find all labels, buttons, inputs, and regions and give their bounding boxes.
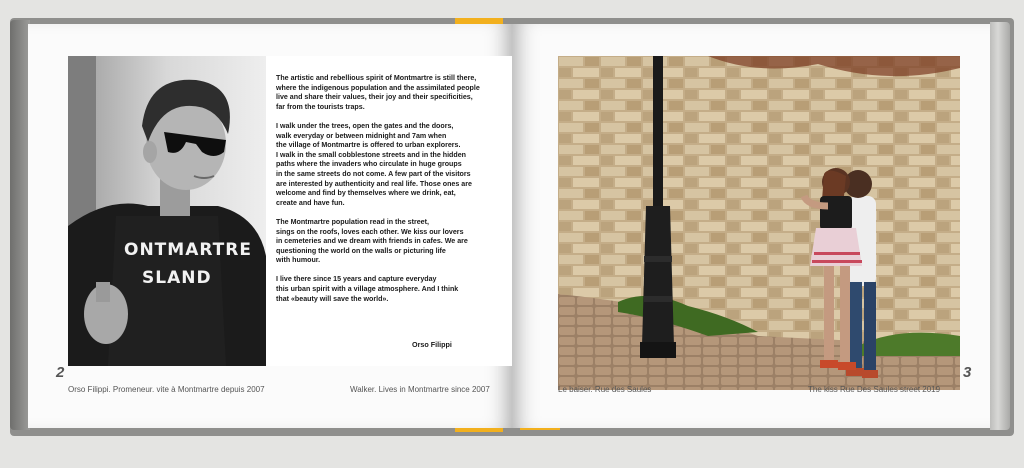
paragraph: I walk under the trees, open the gates and the doors, walk everyday or between midnight and 7am when the village of Montmartre is offered to urban explorers. I walk in the small cobblestone streets and in the hidden paths where the invaders who circulate in huge groups in the same streets do not come. A few part of the visitors are interested by authenticity and real life. Those ones are welcome and find by themselves where we drink, eat, create and have fun. xyxy=(276,121,472,207)
body-text xyxy=(276,74,506,314)
paragraph: I live there since 15 years and capture everyday this urban spirit with a village atmosphere. And I think that «beauty will save the world». xyxy=(276,275,459,303)
right-page xyxy=(512,24,990,428)
kiss-photo xyxy=(558,56,960,390)
book-cover-left-edge xyxy=(10,20,30,430)
paragraph: The artistic and rebellious spirit of Montmartre is still there, where the indigenous population and the assimilated people live and share their values, their joy and their specificities, far from the tourists traps. xyxy=(276,74,480,111)
caption-left-english: Walker. Lives in Montmartre since 2007 xyxy=(350,385,490,394)
page-number-left: 2 xyxy=(56,364,65,381)
kiss-illustration xyxy=(558,56,960,390)
left-page xyxy=(28,24,512,428)
caption-right-english: The kiss Rue Des Saules street 2019 xyxy=(808,385,941,394)
shirt-text-line-1: ONTMARTRE xyxy=(124,240,252,260)
portrait-illustration xyxy=(68,56,266,366)
book-page-stack xyxy=(990,22,1010,430)
shirt-text-line-2: SLAND xyxy=(142,268,212,288)
portrait-photo xyxy=(68,56,266,366)
signature: Orso Filippi xyxy=(412,340,452,349)
page-number-right: 3 xyxy=(963,364,972,381)
text-panel xyxy=(266,56,512,366)
caption-right-french: Le baiser. Rue des Saules xyxy=(558,385,652,394)
paragraph: The Montmartre population read in the street, sings on the roofs, loves each other. We kiss our lovers in cemeteries and we dream with friends in cafes. We are questioning the world on the walls or picturing life with humour. xyxy=(276,217,468,265)
caption-left-french: Orso Filippi. Promeneur. vite à Montmartre depuis 2007 xyxy=(68,385,265,394)
